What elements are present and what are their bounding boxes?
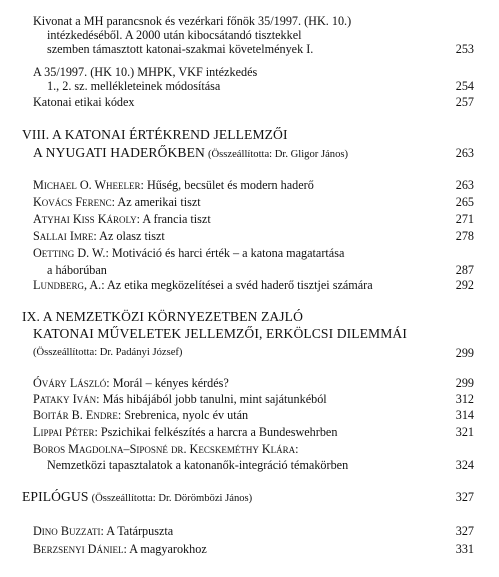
entry-author: Boitár B. Endre: xyxy=(33,408,122,422)
page-number: 292 xyxy=(455,278,474,292)
page-number: 263 xyxy=(455,146,474,160)
section-editor: (Összeállította: Dr. Padányi József) xyxy=(33,347,183,358)
entry-title: Az etika megközelítései a svéd haderő tisztjei számára xyxy=(106,278,373,292)
page-number: 263 xyxy=(455,178,474,192)
section-title: KATONAI MŰVELETEK JELLEMZŐI, ERKÖLCSI DILEMMÁI xyxy=(33,326,407,341)
page-number: 324 xyxy=(455,458,474,472)
entry-text: szemben támasztott katonai-szakmai követelmények I. xyxy=(47,42,314,56)
entry-title: Motiváció és harci érték – a katona magatartása xyxy=(111,246,345,260)
entry-author: Kovács Ferenc: xyxy=(33,195,116,209)
entry-title: Morál – kényes kérdés? xyxy=(112,376,229,390)
page-number: 278 xyxy=(455,229,474,243)
page-number: 257 xyxy=(455,95,474,109)
section-title: EPILÓGUS xyxy=(22,489,89,504)
page-number: 271 xyxy=(455,212,474,226)
entry-author: Berzsenyi Dániel: xyxy=(33,542,127,556)
entry-text: Kivonat a MH parancsnok és vezérkari főnök 35/1997. (HK. 10.) xyxy=(33,14,352,28)
page-number: 254 xyxy=(455,79,474,93)
entry-title: A Tatárpuszta xyxy=(106,524,174,538)
section-title: IX. A NEMZETKÖZI KÖRNYEZETBEN ZAJLÓ xyxy=(22,309,304,324)
entry-author: Atyhai Kiss Károly: xyxy=(33,212,140,226)
entry-title: Srebrenica, nyolc év után xyxy=(124,408,249,422)
page-number: 327 xyxy=(455,524,474,538)
entry-author: Dino Buzzati: xyxy=(33,524,104,538)
page-number: 312 xyxy=(455,392,474,406)
entry-title: Nemzetközi tapasztalatok a katonanők-integráció témakörben xyxy=(47,458,349,472)
entry-title: A francia tiszt xyxy=(142,212,211,226)
page-number: 321 xyxy=(455,425,474,439)
entry-text: 1., 2. sz. mellékleteinek módosítása xyxy=(47,79,221,93)
entry-text: intézkedéséből. A 2000 után kibocsátandó tisztekkel xyxy=(47,28,302,42)
section-editor: (Összeállította: Dr. Dörömbözi János) xyxy=(91,493,253,504)
page-number: 253 xyxy=(455,42,474,56)
section-title: VIII. A KATONAI ÉRTÉKREND JELLEMZŐI xyxy=(22,127,288,142)
entry-author: Sallai Imre: xyxy=(33,229,97,243)
page-number: 327 xyxy=(455,490,474,504)
entry-author: Óváry László: xyxy=(33,376,110,390)
entry-title: a háborúban xyxy=(47,263,107,277)
entry-title: Az amerikai tiszt xyxy=(117,195,201,209)
page-number: 331 xyxy=(455,542,474,556)
entry-title: Pszichikai felkészítés a harcra a Bundeswehrben xyxy=(100,425,338,439)
page-number: 299 xyxy=(455,376,474,390)
page-number: 287 xyxy=(455,263,474,277)
entry-author: Boros Magdolna–Siposné dr. Kecskeméthy Klára: xyxy=(33,442,299,456)
entry-author: Lundberg, A.: xyxy=(33,278,105,292)
entry-title: Hűség, becsület és modern haderő xyxy=(146,178,314,192)
entry-author: Oetting D. W.: xyxy=(33,246,109,260)
entry-title: Az olasz tiszt xyxy=(99,229,165,243)
entry-title: Más hibájából jobb tanulni, mint sajátunkéból xyxy=(102,392,327,406)
page-number: 299 xyxy=(455,346,474,360)
entry-text: A 35/1997. (HK 10.) MHPK, VKF intézkedés xyxy=(33,65,258,79)
entry-author: Michael O. Wheeler: xyxy=(33,178,144,192)
section-editor: (Összeállította: Dr. Gligor János) xyxy=(207,149,349,160)
entry-title: A magyarokhoz xyxy=(129,542,207,556)
page-number: 314 xyxy=(455,408,474,422)
entry-author: Pataky Iván: xyxy=(33,392,100,406)
section-title: A NYUGATI HADERŐKBEN xyxy=(33,145,205,160)
page-number: 265 xyxy=(455,195,474,209)
entry-text: Katonai etikai kódex xyxy=(33,95,135,109)
entry-author: Lippai Péter: xyxy=(33,425,98,439)
